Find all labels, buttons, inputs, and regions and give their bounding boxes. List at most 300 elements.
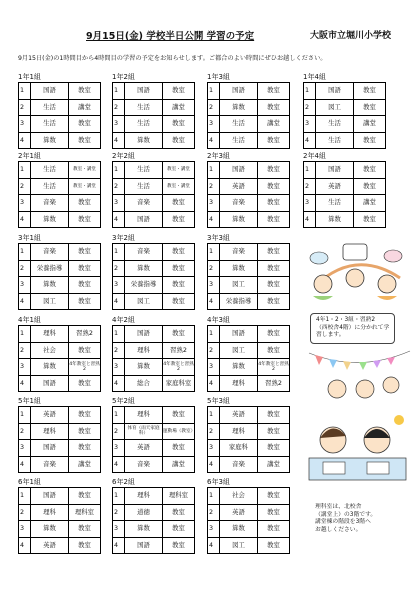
schedule-row: [113, 195, 195, 212]
period-cell: 3: [19, 521, 31, 538]
period-cell: 4: [19, 132, 31, 149]
subject-cell: 算数: [31, 277, 69, 294]
schedule-table: [207, 82, 290, 149]
schedule-row: [113, 277, 195, 294]
subject-cell: 生活: [220, 132, 258, 149]
room-cell: 教室: [258, 504, 290, 521]
room-cell: 講堂: [258, 116, 290, 133]
period-cell: 1: [113, 407, 125, 424]
period-cell: 3: [208, 277, 220, 294]
subject-cell: 音楽: [220, 456, 258, 473]
schedule-row: [113, 162, 195, 179]
room-cell: 教室: [258, 423, 290, 440]
subject-cell: 英語: [31, 407, 69, 424]
schedule-row: [113, 488, 195, 505]
class-schedule: [18, 234, 101, 310]
room-cell: 教室: [163, 521, 195, 538]
period-cell: 2: [208, 342, 220, 359]
period-cell: 2: [19, 342, 31, 359]
schedule-row: [208, 440, 290, 457]
room-cell: 教室: [258, 277, 290, 294]
room-cell: 教室: [163, 277, 195, 294]
schedule-row: [208, 423, 290, 440]
class-schedule: [207, 397, 290, 473]
schedule-row: [113, 504, 195, 521]
room-cell: 教室: [258, 293, 290, 310]
period-cell: 3: [113, 277, 125, 294]
intro-text: 9月15日(金)の1時間目から4時間目の学習の予定をお知らせします。ご都合のよい時間にぜひお越しください。: [18, 55, 327, 62]
schedule-table: [303, 82, 386, 149]
schedule-table: [18, 161, 101, 228]
room-cell: 教室: [258, 195, 290, 212]
period-cell: 4: [208, 132, 220, 149]
room-cell: 理科室: [163, 488, 195, 505]
class-schedule: [207, 152, 290, 228]
schedule-row: [19, 423, 101, 440]
schedule-table: [18, 406, 101, 473]
period-cell: 1: [19, 162, 31, 179]
room-cell: 教室: [354, 99, 386, 116]
class-schedule: [18, 73, 101, 149]
schedule-row: [19, 293, 101, 310]
subject-cell: 図工: [220, 277, 258, 294]
schedule-row: [304, 211, 386, 228]
room-cell: 教室: [69, 342, 101, 359]
period-cell: 1: [19, 326, 31, 343]
room-cell: 教室: [69, 440, 101, 457]
subject-cell: 総合: [125, 375, 163, 392]
subject-cell: 理科: [31, 423, 69, 440]
period-cell: 4: [304, 211, 316, 228]
subject-cell: 音楽: [31, 195, 69, 212]
room-cell: 講堂: [69, 456, 101, 473]
subject-cell: 図工: [316, 99, 354, 116]
schedule-table: [207, 243, 290, 310]
room-cell: 講堂: [163, 456, 195, 473]
period-cell: 2: [113, 504, 125, 521]
room-cell: 教室: [258, 326, 290, 343]
period-cell: 1: [208, 488, 220, 505]
room-cell: 講堂: [69, 99, 101, 116]
period-cell: 3: [113, 440, 125, 457]
page-title: 9月15日(金) 学校半日公開 学習の予定: [86, 31, 255, 42]
schedule-row: [113, 244, 195, 261]
room-cell: 講堂: [163, 99, 195, 116]
subject-cell: 理科: [31, 326, 69, 343]
schedule-row: [19, 99, 101, 116]
subject-cell: 国語: [31, 83, 69, 100]
period-cell: 3: [113, 116, 125, 133]
schedule-table: [112, 243, 195, 310]
schedule-row: [113, 456, 195, 473]
period-cell: 3: [208, 359, 220, 376]
schedule-row: [113, 178, 195, 195]
room-cell: 教室: [69, 211, 101, 228]
class-label: 3年3組: [207, 234, 230, 242]
subject-cell: 栄養指導: [220, 293, 258, 310]
class-schedule: [18, 478, 101, 554]
room-cell: 教室: [69, 195, 101, 212]
period-cell: 3: [19, 440, 31, 457]
schedule-row: [304, 162, 386, 179]
room-cell: 教室・講堂: [163, 178, 195, 195]
schedule-row: [19, 440, 101, 457]
class-schedule: [303, 152, 386, 228]
schedule-table: [207, 325, 290, 392]
schedule-row: [304, 132, 386, 149]
schedule-row: [19, 260, 101, 277]
room-cell: 教室: [163, 244, 195, 261]
schedule-table: [207, 487, 290, 554]
schedule-row: [19, 83, 101, 100]
schedule-row: [208, 488, 290, 505]
subject-cell: 生活: [31, 99, 69, 116]
period-cell: 1: [304, 83, 316, 100]
room-cell: 教室: [258, 162, 290, 179]
subject-cell: 国語: [31, 375, 69, 392]
schedule-row: [19, 211, 101, 228]
subject-cell: 生活: [31, 116, 69, 133]
class-schedule: [18, 397, 101, 473]
period-cell: 3: [19, 277, 31, 294]
room-cell: 教室: [163, 293, 195, 310]
schedule-table: [207, 406, 290, 473]
note-line: お越しください。: [315, 526, 362, 533]
note-line: 習します。: [316, 332, 345, 338]
subject-cell: 音楽: [125, 195, 163, 212]
schedule-row: [113, 116, 195, 133]
schedule-table: [18, 82, 101, 149]
room-cell: 教室: [163, 116, 195, 133]
room-cell: 習熟2: [69, 326, 101, 343]
schedule-table: [18, 243, 101, 310]
room-cell: 教室: [354, 132, 386, 149]
class-label: 6年1組: [18, 478, 41, 486]
subject-cell: 国語: [125, 326, 163, 343]
flag-banner-illustration: [307, 345, 412, 405]
subject-cell: 生活: [31, 178, 69, 195]
period-cell: 4: [19, 211, 31, 228]
room-cell: 教室: [258, 99, 290, 116]
subject-cell: 英語: [316, 178, 354, 195]
room-cell: 4年教室と習熟2: [258, 359, 290, 376]
subject-cell: 栄養指導: [125, 277, 163, 294]
period-cell: 2: [208, 504, 220, 521]
grade4-note: [310, 313, 395, 344]
room-cell: 講堂: [258, 456, 290, 473]
class-label: 2年3組: [207, 152, 230, 160]
room-cell: 教室: [163, 440, 195, 457]
subject-cell: 算数: [31, 132, 69, 149]
class-schedule: [112, 478, 195, 554]
period-cell: 2: [19, 504, 31, 521]
period-cell: 4: [113, 132, 125, 149]
room-cell: 教室: [258, 132, 290, 149]
subject-cell: 音楽: [220, 195, 258, 212]
period-cell: 4: [113, 293, 125, 310]
subject-cell: 算数: [125, 521, 163, 538]
schedule-row: [19, 375, 101, 392]
class-label: 5年1組: [18, 397, 41, 405]
schedule-row: [19, 342, 101, 359]
period-cell: 2: [208, 423, 220, 440]
class-label: 3年2組: [112, 234, 135, 242]
room-cell: 教室: [258, 342, 290, 359]
subject-cell: 算数: [220, 211, 258, 228]
subject-cell: 国語: [125, 211, 163, 228]
room-cell: 教室: [163, 83, 195, 100]
subject-cell: 音楽: [125, 244, 163, 261]
class-label: 4年2組: [112, 316, 135, 324]
period-cell: 4: [19, 537, 31, 554]
science-room-note: [310, 501, 381, 537]
schedule-row: [113, 440, 195, 457]
schedule-row: [208, 99, 290, 116]
schedule-row: [19, 326, 101, 343]
room-cell: 教室・講堂: [163, 162, 195, 179]
room-cell: 習熟2: [258, 375, 290, 392]
subject-cell: 図工: [125, 293, 163, 310]
subject-cell: 国語: [220, 326, 258, 343]
subject-cell: 理科: [125, 342, 163, 359]
room-cell: 習熟2: [163, 342, 195, 359]
schedule-row: [208, 162, 290, 179]
room-cell: 教室: [69, 407, 101, 424]
students-studying-illustration: [305, 412, 410, 492]
header: [0, 28, 420, 42]
subject-cell: 生活: [125, 162, 163, 179]
subject-cell: 国語: [31, 488, 69, 505]
schedule-row: [208, 132, 290, 149]
period-cell: 4: [19, 375, 31, 392]
schedule-row: [113, 423, 195, 440]
room-cell: 教室: [69, 244, 101, 261]
schedule-table: [303, 161, 386, 228]
period-cell: 2: [113, 260, 125, 277]
note-line: 講堂棟の階段を3階へ: [315, 519, 371, 525]
schedule-row: [19, 504, 101, 521]
schedule-row: [208, 375, 290, 392]
subject-cell: 算数: [220, 359, 258, 376]
period-cell: 3: [304, 195, 316, 212]
subject-cell: 理科: [125, 488, 163, 505]
subject-cell: 図工: [220, 342, 258, 359]
subject-cell: 音楽: [220, 244, 258, 261]
period-cell: 4: [208, 537, 220, 554]
room-cell: 教室: [69, 423, 101, 440]
schedule-row: [208, 178, 290, 195]
schedule-row: [208, 116, 290, 133]
schedule-row: [113, 260, 195, 277]
class-label: 3年1組: [18, 234, 41, 242]
period-cell: 2: [304, 178, 316, 195]
room-cell: 講堂: [354, 195, 386, 212]
room-cell: 教室: [258, 521, 290, 538]
period-cell: 2: [208, 99, 220, 116]
room-cell: 教室: [258, 211, 290, 228]
period-cell: 1: [113, 162, 125, 179]
schedule-table: [112, 325, 195, 392]
schedule-row: [113, 342, 195, 359]
schedule-row: [113, 293, 195, 310]
room-cell: 教室: [258, 244, 290, 261]
schedule-row: [113, 521, 195, 538]
period-cell: 1: [208, 407, 220, 424]
schedule-row: [19, 407, 101, 424]
subject-cell: 英語: [220, 504, 258, 521]
subject-cell: 道徳: [125, 504, 163, 521]
period-cell: 4: [208, 293, 220, 310]
class-schedule: [112, 397, 195, 473]
class-schedule: [112, 152, 195, 228]
schedule-row: [208, 277, 290, 294]
schedule-row: [19, 488, 101, 505]
period-cell: 3: [113, 521, 125, 538]
room-cell: 教室: [69, 260, 101, 277]
room-cell: 教室: [258, 407, 290, 424]
class-schedule: [18, 316, 101, 392]
subject-cell: 国語: [220, 83, 258, 100]
period-cell: 4: [208, 456, 220, 473]
subject-cell: 社会: [220, 488, 258, 505]
subject-cell: 算数: [125, 359, 163, 376]
period-cell: 1: [19, 407, 31, 424]
schedule-row: [304, 116, 386, 133]
period-cell: 2: [113, 423, 125, 440]
room-cell: 教室: [69, 537, 101, 554]
subject-cell: 算数: [31, 359, 69, 376]
room-cell: 運動場（教室）: [163, 423, 195, 440]
schedule-row: [208, 504, 290, 521]
period-cell: 3: [113, 359, 125, 376]
period-cell: 1: [19, 244, 31, 261]
period-cell: 1: [208, 326, 220, 343]
subject-cell: 英語: [125, 440, 163, 457]
room-cell: 教室: [69, 116, 101, 133]
class-schedule: [207, 234, 290, 310]
period-cell: 1: [208, 162, 220, 179]
subject-cell: 英語: [31, 537, 69, 554]
schedule-row: [113, 537, 195, 554]
period-cell: 2: [113, 178, 125, 195]
room-cell: 教室: [258, 488, 290, 505]
class-label: 1年3組: [207, 73, 230, 81]
class-label: 5年3組: [207, 397, 230, 405]
period-cell: 4: [208, 375, 220, 392]
class-label: 2年4組: [303, 152, 326, 160]
subject-cell: 生活: [125, 178, 163, 195]
schedule-row: [113, 326, 195, 343]
room-cell: 教室: [258, 178, 290, 195]
note-line: 理科室は、北校舎: [315, 504, 362, 510]
subject-cell: 算数: [220, 99, 258, 116]
room-cell: 教室: [69, 488, 101, 505]
schedule-table: [207, 161, 290, 228]
subject-cell: 国語: [220, 162, 258, 179]
subject-cell: 英語: [220, 178, 258, 195]
period-cell: 1: [208, 83, 220, 100]
room-cell: 教室: [258, 83, 290, 100]
room-cell: 教室・講堂: [69, 162, 101, 179]
room-cell: 4年教室と習熟2: [163, 359, 195, 376]
period-cell: 4: [113, 375, 125, 392]
class-schedule: [207, 316, 290, 392]
period-cell: 2: [19, 178, 31, 195]
room-cell: 教室: [163, 260, 195, 277]
subject-cell: 音楽: [125, 456, 163, 473]
schedule-row: [208, 195, 290, 212]
subject-cell: 算数: [125, 132, 163, 149]
subject-cell: 生活: [316, 195, 354, 212]
schedule-row: [208, 326, 290, 343]
period-cell: 2: [19, 99, 31, 116]
period-cell: 3: [208, 521, 220, 538]
room-cell: 講堂: [354, 116, 386, 133]
note-line: （西校舎4階）に分かれて学: [316, 324, 390, 331]
schedule-row: [19, 521, 101, 538]
room-cell: 教室: [69, 132, 101, 149]
period-cell: 2: [304, 99, 316, 116]
schedule-table: [18, 325, 101, 392]
room-cell: 教室・講堂: [69, 178, 101, 195]
room-cell: 教室: [163, 326, 195, 343]
period-cell: 3: [113, 195, 125, 212]
period-cell: 4: [19, 456, 31, 473]
room-cell: 教室: [69, 277, 101, 294]
subject-cell: 算数: [31, 211, 69, 228]
period-cell: 2: [208, 178, 220, 195]
subject-cell: 音楽: [31, 456, 69, 473]
subject-cell: 算数: [220, 260, 258, 277]
period-cell: 3: [208, 195, 220, 212]
subject-cell: 国語: [125, 537, 163, 554]
class-schedule: [112, 316, 195, 392]
subject-cell: 英語: [220, 407, 258, 424]
subject-cell: 生活: [31, 162, 69, 179]
schedule-row: [208, 244, 290, 261]
period-cell: 2: [19, 423, 31, 440]
schedule-row: [208, 260, 290, 277]
period-cell: 4: [19, 293, 31, 310]
subject-cell: 国語: [316, 83, 354, 100]
subject-cell: 国語: [316, 162, 354, 179]
subject-cell: 栄養指導: [31, 260, 69, 277]
class-label: 1年4組: [303, 73, 326, 81]
room-cell: 教室: [354, 83, 386, 100]
room-cell: 教室: [69, 293, 101, 310]
schedule-row: [113, 211, 195, 228]
subject-cell: 理科: [220, 375, 258, 392]
subject-cell: 国語: [31, 440, 69, 457]
schedule-table: [112, 487, 195, 554]
class-schedule: [112, 73, 195, 149]
subject-cell: 理科: [220, 423, 258, 440]
room-cell: 教室: [163, 407, 195, 424]
schedule-row: [208, 293, 290, 310]
schedule-row: [304, 178, 386, 195]
schedule-row: [113, 83, 195, 100]
room-cell: 教室: [69, 375, 101, 392]
subject-cell: 理科: [31, 504, 69, 521]
room-cell: 教室: [163, 132, 195, 149]
period-cell: 1: [113, 83, 125, 100]
period-cell: 1: [19, 83, 31, 100]
schedule-row: [208, 537, 290, 554]
subject-cell: 算数: [316, 211, 354, 228]
children-talking-illustration: [305, 238, 410, 308]
room-cell: 教室: [163, 504, 195, 521]
schedule-row: [19, 244, 101, 261]
